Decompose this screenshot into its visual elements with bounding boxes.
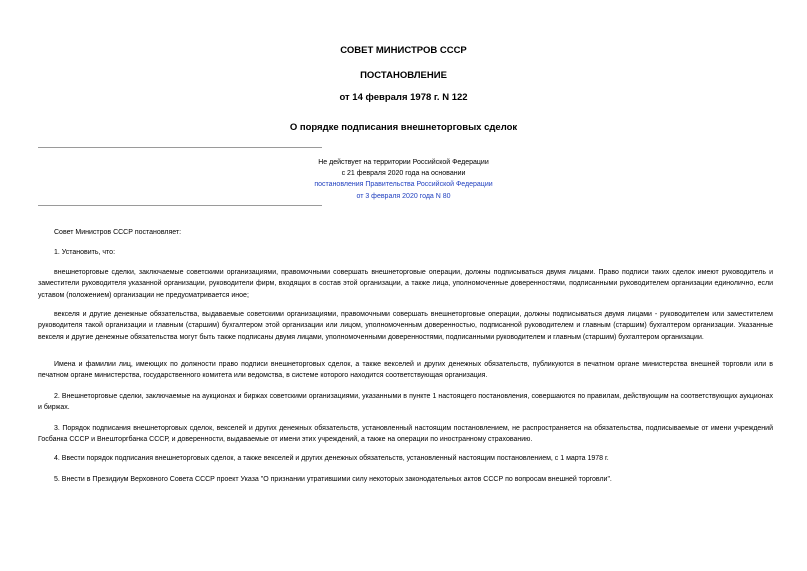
- paragraph-4: 4. Ввести порядок подписания внешнеторговых сделок, а также векселей и других денежных обязательств, установленный настоящим постановлением, с 1 марта 1978 г.: [54, 455, 609, 462]
- paragraph-1: 1. Установить, что:: [54, 249, 116, 256]
- document-title: О порядке подписания внешнеторговых сделок: [289, 122, 518, 133]
- bottom-divider: [38, 205, 322, 206]
- status-link-date[interactable]: от 3 февраля 2020 года N 80: [356, 192, 451, 200]
- top-divider: [38, 147, 322, 148]
- status-notice: [260, 157, 547, 202]
- status-line-1: Не действует на территории Российской Федерации: [318, 159, 489, 166]
- paragraph-1a: внешнеторговые сделки, заключаемые советскими организациями, правомочными совершать внешнеторговые операции, должны подписываться двумя лицами. Право подписи таких сделок имеют руководитель и заместители руководителя указанной организации, руководители фирм, входящих в состав этой организации, а также лица, уполномоченные доверенностями, подписанными руководителем организации единолично, если уставом (положением) организации не предусматривается иное;: [38, 269, 773, 299]
- paragraph-1c: Имена и фамилии лиц, имеющих по должности право подписи внешнеторговых сделок, а также векселей и других денежных обязательств, публикуются в печатном органе министерства внешней торговли или в печатном органе министерства, государственного комитета или ведомства, в системе которого находится соответствующая организация.: [38, 361, 773, 380]
- paragraph-2: 2. Внешнеторговые сделки, заключаемые на аукционах и биржах советскими организациями, указанными в пункте 1 настоящего постановления, совершаются по правилам, действующим на соответствующих аукционах и биржах.: [38, 393, 773, 412]
- paragraph-1b: векселя и другие денежные обязательства, выдаваемые советскими организациями, правомочными совершать внешнеторговые операции, должны подписываться двумя лицами - руководителем или заместителем руководителя такой организации и главным (старшим) бухгалтером этой организации или лицом, уполномоченным доверенностью, подписанной руководителем и главным (старшим) бухгалтером организации. Указанные векселя и другие денежные обязательства могут быть также подписаны двумя лицами, уполномоченными доверенностями, подписанными руководителем и главным (старшим) бухгалтером организации.: [38, 311, 773, 341]
- status-link-decree[interactable]: постановления Правительства Российской Федерации: [314, 181, 493, 189]
- status-line-2: с 21 февраля 2020 года на основании: [341, 170, 466, 178]
- paragraph-3: 3. Порядок подписания внешнеторговых сделок, векселей и других денежных обязательств, установленный настоящим постановлением, не распространяется на обязательства, подписываемые от имени учреждений Госбанка СССР и Внешторгбанка СССР, и доверенности, выдаваемые от имени этих учреждений, а также на операции по иностранному страхованию.: [38, 425, 773, 444]
- paragraph-5: 5. Внести в Президиум Верховного Совета СССР проект Указа "О признании утратившими силу некоторых законодательных актов СССР по вопросам внешней торговли".: [54, 476, 612, 483]
- document-type-heading: ПОСТАНОВЛЕНИЕ: [360, 70, 447, 81]
- issuer-heading: СОВЕТ МИНИСТРОВ СССР: [340, 45, 467, 56]
- intro-paragraph: Совет Министров СССР постановляет:: [54, 229, 182, 236]
- date-number-heading: от 14 февраля 1978 г. N 122: [339, 92, 468, 103]
